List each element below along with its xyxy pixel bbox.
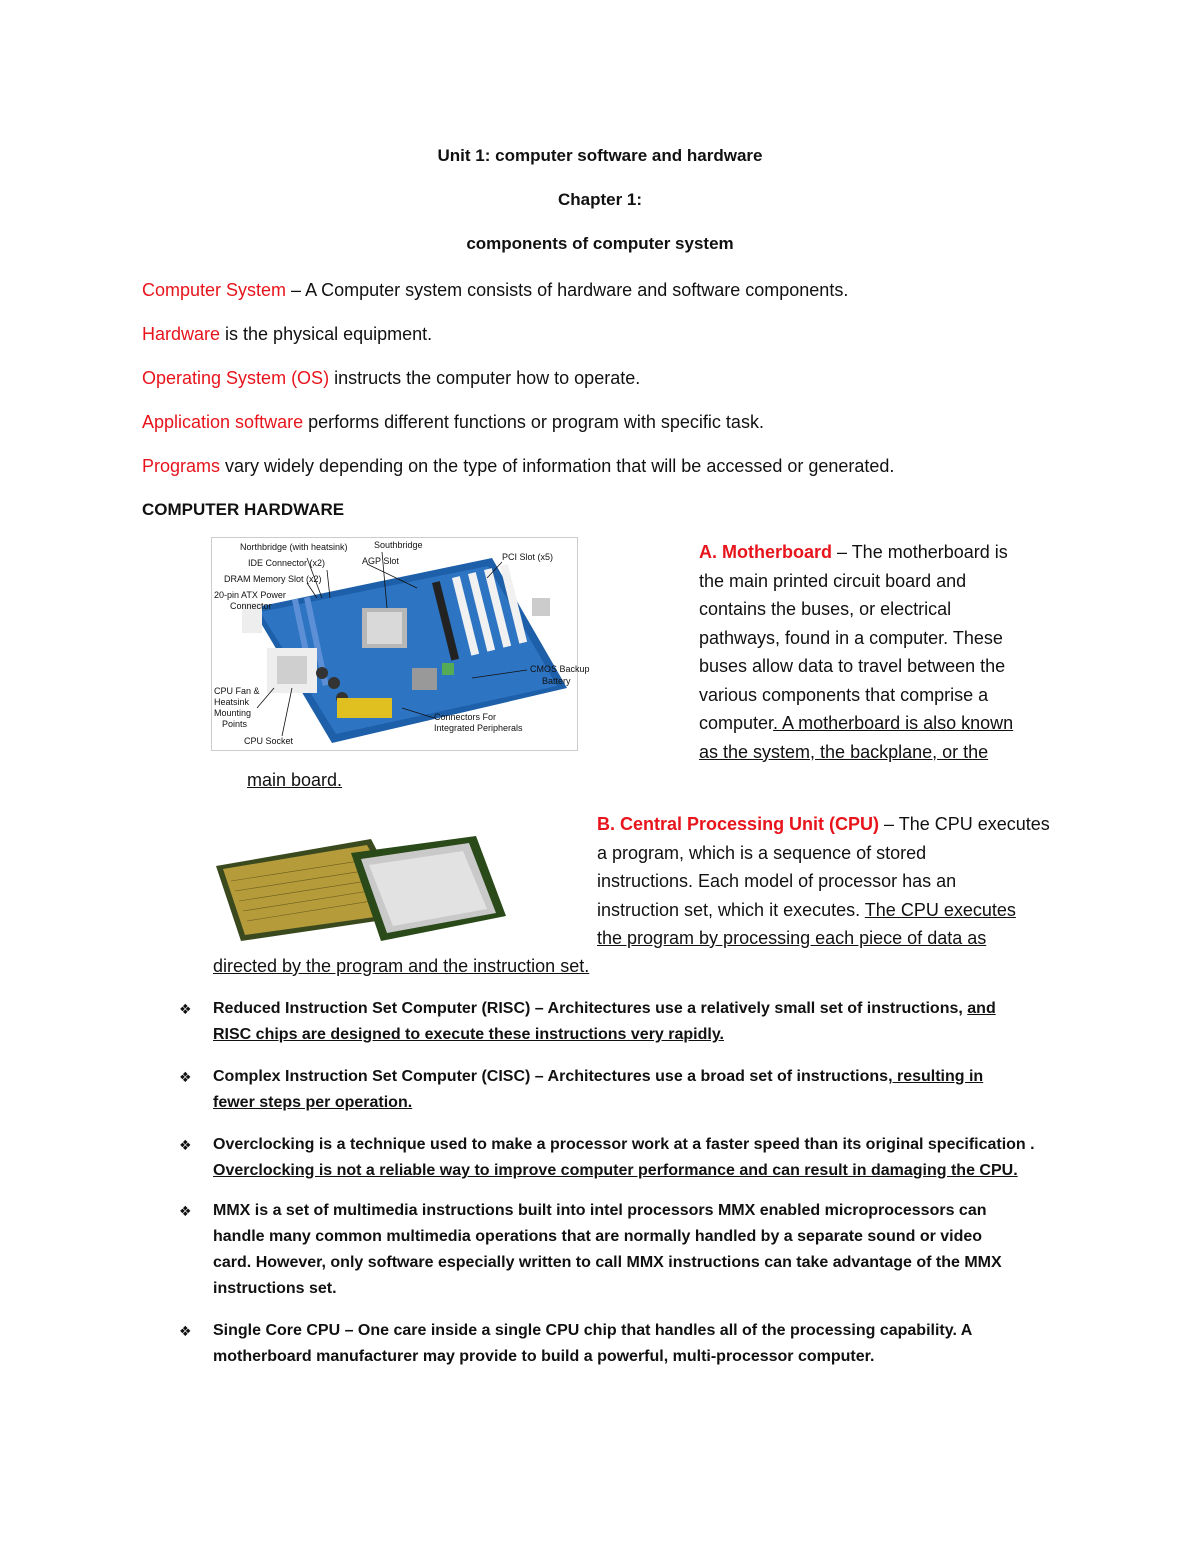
cpu-line-3: instructions. Each model of processor has an <box>597 871 957 891</box>
label-southbridge: Southbridge <box>374 540 423 550</box>
definition-text: vary widely depending on the type of information that will be accessed or generated. <box>220 456 895 476</box>
label-connectors-2: Integrated Peripherals <box>434 723 523 733</box>
definition-text: is the physical equipment. <box>220 324 433 344</box>
cpu-illustration <box>211 831 509 943</box>
definition-term: Computer System <box>142 280 287 300</box>
definition-text: performs different functions or program with specific task. <box>303 412 764 432</box>
cpu-description <box>597 810 1050 953</box>
definition-term: Application software <box>142 412 304 432</box>
definition-term: Operating System (OS) <box>142 368 330 388</box>
motherboard-line-7: computer. A motherboard is also known <box>699 713 1014 733</box>
definition-hardware <box>142 323 432 345</box>
label-fan-4: Points <box>222 719 248 729</box>
bullet-cisc: ❖ Complex Instruction Set Computer (CISC) – Architectures use a broad set of instructions, resulting in fewer steps per operation. <box>213 1064 1113 1116</box>
motherboard-line-9: main board. <box>247 770 343 790</box>
label-fan: CPU Fan & <box>214 686 260 696</box>
bullet-single-core: ❖ Single Core CPU – One care inside a single CPU chip that handles all of the processing capability. A motherboard manufacturer may provide to build a powerful, multi-processor computer. <box>213 1318 1113 1370</box>
label-cmos: CMOS Backup <box>530 664 590 674</box>
label-pci: PCI Slot (x5) <box>502 552 554 562</box>
label-dram: DRAM Memory Slot (x2) <box>224 574 322 584</box>
motherboard-line-6: various components that comprise a <box>699 684 989 705</box>
bullet-diamond-icon: ❖ <box>179 1001 192 1017</box>
bullet-diamond-icon: ❖ <box>179 1069 192 1085</box>
motherboard-image <box>211 537 590 751</box>
bullet-diamond-icon: ❖ <box>179 1323 192 1339</box>
label-fan-2: Heatsink <box>214 697 250 707</box>
bullet-overclocking: ❖ Overclocking is a technique used to make a processor work at a faster speed than its original specification . Overclocking is not a reliable way to improve computer performance and can result in damaging the CPU. <box>213 1132 1113 1184</box>
definition-computer-system <box>142 279 848 301</box>
cpu-line-6: directed by the program and the instruction set. <box>213 956 590 976</box>
page-title: Unit 1: computer software and hardware <box>437 146 763 165</box>
definition-term: Hardware <box>142 324 221 344</box>
label-northbridge: Northbridge (with heatsink) <box>240 542 348 552</box>
label-cmos-2: Battery <box>542 676 571 686</box>
chapter-heading: Chapter 1: <box>557 190 643 209</box>
motherboard-description <box>699 538 1013 766</box>
definition-programs <box>142 455 894 477</box>
definition-operating-system <box>142 367 640 389</box>
label-fan-3: Mounting <box>214 708 252 718</box>
bullet-mmx: ❖ MMX is a set of multimedia instructions built into intel processors MMX enabled microprocessors can handle many common multimedia operations that are normally handled by a separate sound or video card. However, only software especially written to call MMX instructions can take advantage of the MMX instructions set. <box>213 1198 1113 1302</box>
definition-text: – A Computer system consists of hardware and software components. <box>286 280 849 300</box>
cpu-line-4: instruction set, which it executes. The CPU executes <box>597 899 1016 920</box>
bullet-risc: ❖ Reduced Instruction Set Computer (RISC) – Architectures use a relatively small set of instructions, and RISC chips are designed to execute these instructions very rapidly. <box>213 996 1113 1048</box>
motherboard-line-2: the main printed circuit board and <box>699 570 967 591</box>
cpu-line-1: B. Central Processing Unit (CPU) – The CPU executes <box>597 814 1050 834</box>
label-ide: IDE Connector (x2) <box>248 558 326 568</box>
label-connectors: Connectors For <box>434 712 497 722</box>
cpu-line-2: a program, which is a sequence of stored <box>597 842 927 863</box>
chapter-subtitle: components of computer system <box>466 234 734 253</box>
definition-application-software <box>142 411 764 433</box>
section-heading: COMPUTER HARDWARE <box>142 500 345 519</box>
motherboard-line-8: as the system, the backplane, or the <box>699 741 989 762</box>
motherboard-line-3: contains the buses, or electrical <box>699 599 952 619</box>
motherboard-line-4: pathways, found in a computer. These <box>699 627 1003 648</box>
motherboard-illustration <box>212 538 577 750</box>
motherboard-line-5: buses allow data to travel between the <box>699 656 1006 676</box>
motherboard-term: A. Motherboard <box>699 542 832 562</box>
bullet-diamond-icon: ❖ <box>179 1137 192 1153</box>
definition-text: instructs the computer how to operate. <box>329 368 641 388</box>
cpu-term: B. Central Processing Unit (CPU) <box>597 814 880 834</box>
cpu-line-5: the program by processing each piece of data as <box>597 928 987 948</box>
label-atx: 20-pin ATX Power <box>214 590 286 600</box>
label-atx-2: Connector <box>230 601 272 611</box>
bullet-diamond-icon: ❖ <box>179 1203 192 1219</box>
motherboard-line-1: A. Motherboard – The motherboard is <box>699 542 1008 562</box>
cpu-image <box>211 831 509 943</box>
label-socket: CPU Socket <box>244 736 294 746</box>
label-agp: AGP Slot <box>362 556 399 566</box>
definition-term: Programs <box>142 456 221 476</box>
